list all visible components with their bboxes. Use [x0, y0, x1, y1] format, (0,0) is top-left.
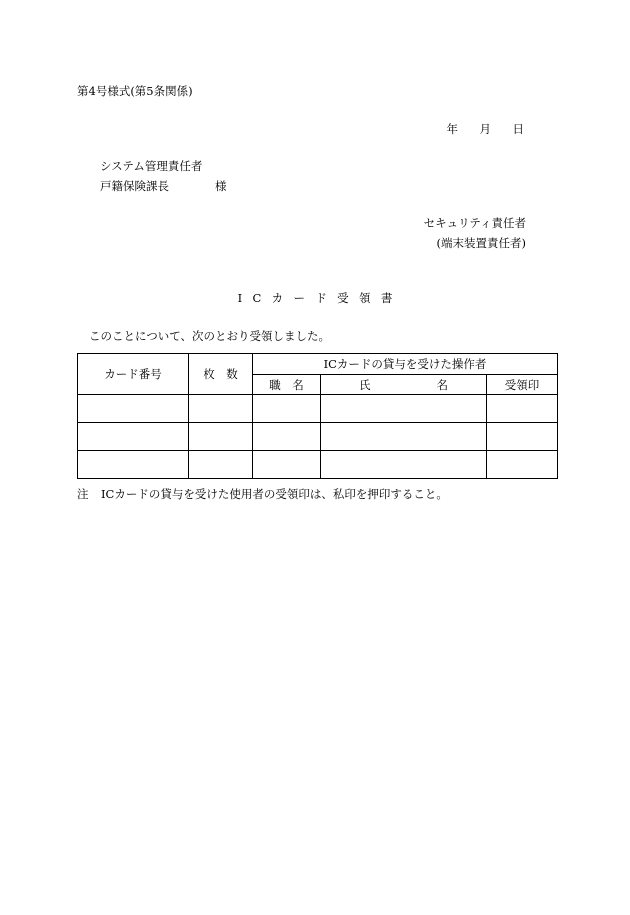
note	[77, 489, 448, 501]
cell-card-number[interactable]	[78, 395, 189, 423]
table-row	[78, 423, 558, 451]
table-header-row	[78, 354, 558, 375]
cell-count[interactable]	[189, 451, 253, 479]
intro-text: このことについて、次のとおり受領しました。	[89, 329, 331, 343]
header-operator-group: ICカードの貸与を受けた操作者	[253, 354, 558, 375]
cell-card-number[interactable]	[78, 423, 189, 451]
header-card-number: カード番号	[78, 354, 189, 395]
cell-position[interactable]	[253, 451, 321, 479]
header-name-part1: 氏	[359, 377, 371, 392]
sender-line1: セキュリティ責任者	[423, 216, 526, 230]
document-title: ICカード受領書	[237, 291, 403, 305]
header-position: 職 名	[253, 375, 321, 395]
note-text: ICカードの貸与を受けた使用者の受領印は、私印を押印すること。	[101, 487, 448, 501]
cell-position[interactable]	[253, 423, 321, 451]
header-count: 枚 数	[189, 354, 253, 395]
cell-card-number[interactable]	[78, 451, 189, 479]
cell-name[interactable]	[321, 451, 487, 479]
date-line	[425, 124, 524, 136]
date-year-label: 年	[446, 122, 458, 136]
table-row	[78, 395, 558, 423]
sender-block	[424, 218, 526, 258]
cell-seal[interactable]	[487, 451, 558, 479]
recipient-line1: システム管理責任者	[100, 159, 203, 173]
date-month-label: 月	[479, 122, 491, 136]
note-mark: 注	[77, 487, 89, 501]
header-name	[321, 375, 487, 395]
date-day-label: 日	[512, 122, 524, 136]
header-name-part2: 名	[436, 377, 448, 392]
cell-seal[interactable]	[487, 395, 558, 423]
recipient-title: 戸籍保険課長	[100, 179, 169, 193]
header-seal: 受領印	[487, 375, 558, 395]
recipient-honorific: 様	[215, 179, 227, 193]
cell-seal[interactable]	[487, 423, 558, 451]
recipient-block	[100, 161, 227, 201]
cell-count[interactable]	[189, 395, 253, 423]
recipient-line2	[100, 181, 227, 201]
table-row	[78, 451, 558, 479]
cell-name[interactable]	[321, 395, 487, 423]
cell-position[interactable]	[253, 395, 321, 423]
cell-name[interactable]	[321, 423, 487, 451]
sender-line2: (端末装置責任者)	[436, 236, 526, 250]
receipt-table	[77, 353, 558, 479]
form-number: 第4号様式(第5条関係)	[77, 84, 193, 98]
cell-count[interactable]	[189, 423, 253, 451]
